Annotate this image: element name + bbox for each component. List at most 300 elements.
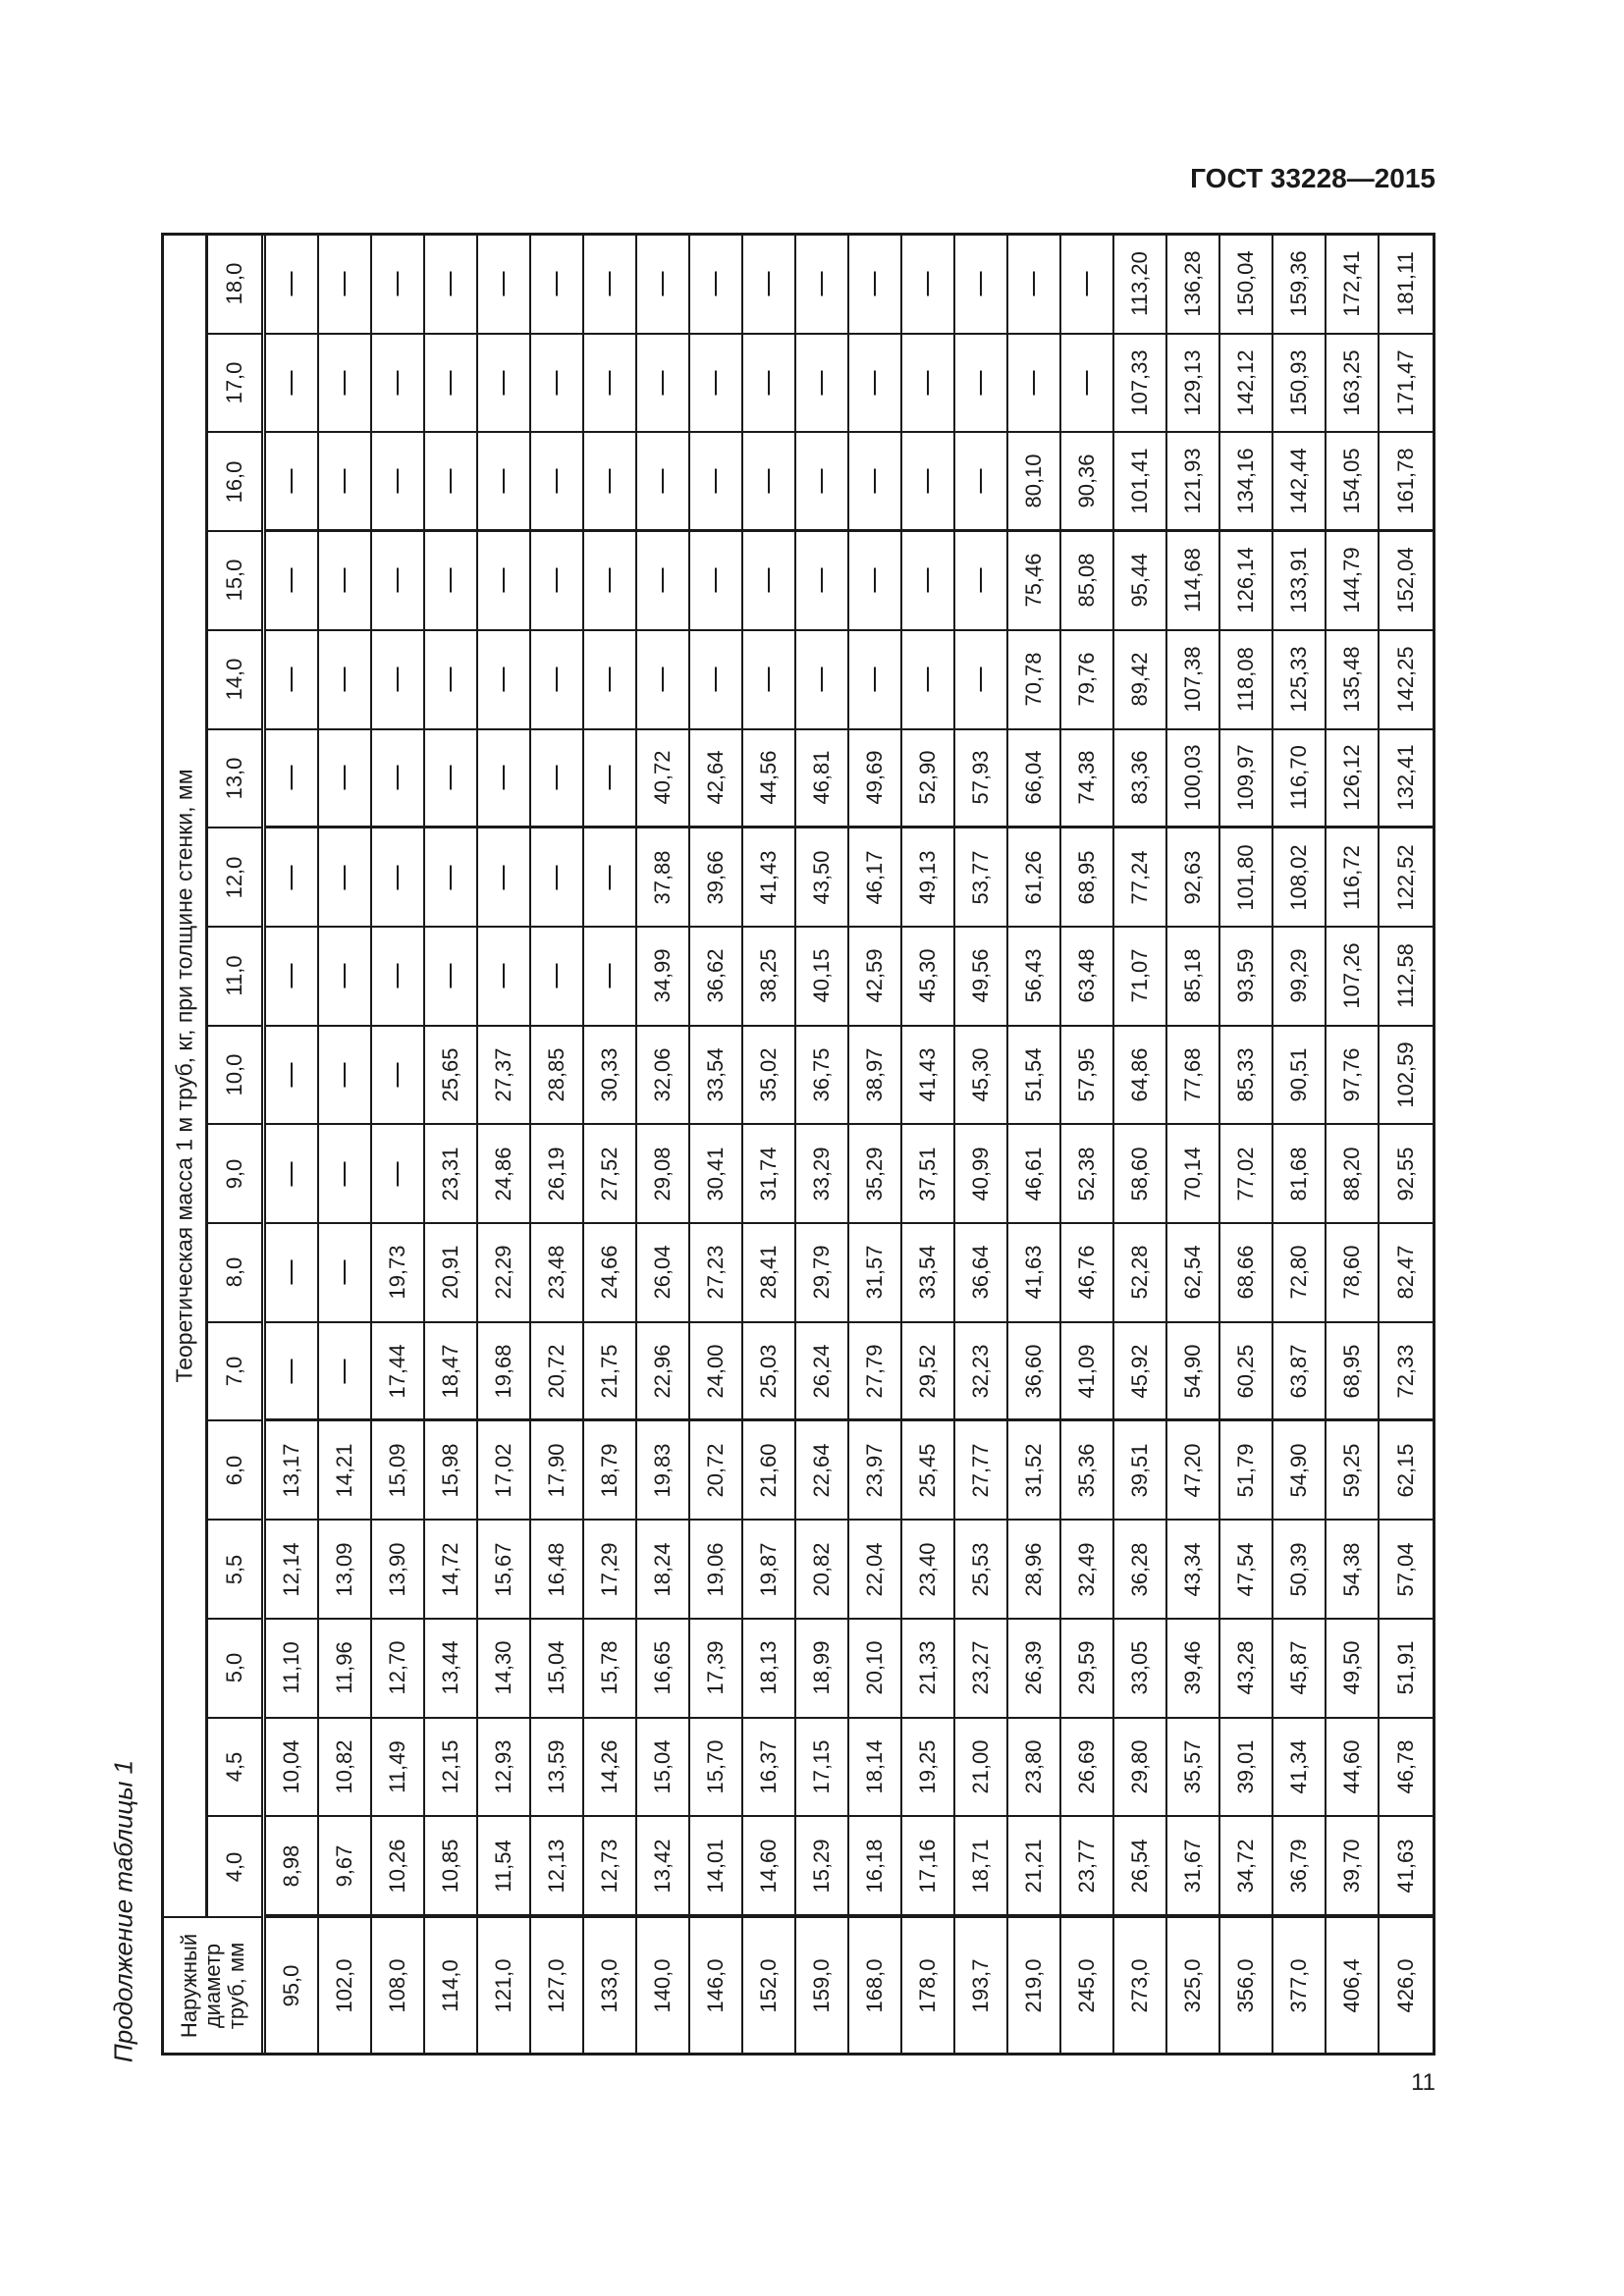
not-applicable-dash-icon	[768, 667, 770, 692]
mass-value: 31,74	[756, 1147, 781, 1201]
thickness-label: 14,0	[222, 658, 246, 701]
mass-value-cell	[637, 433, 690, 532]
mass-value-cell	[955, 1521, 1008, 1620]
mass-value-cell	[1008, 1027, 1061, 1126]
mass-value-cell	[1326, 1421, 1380, 1521]
not-applicable-dash-icon	[291, 469, 293, 494]
thickness-header-cell	[208, 730, 261, 829]
mass-value-cell	[478, 1521, 531, 1620]
not-applicable-dash-icon	[715, 371, 717, 396]
mass-value-cell	[902, 1719, 955, 1818]
mass-value-cell	[1167, 1027, 1220, 1126]
mass-value-cell	[1220, 1719, 1273, 1818]
mass-value-cell	[1326, 1719, 1380, 1818]
mass-value: 39,66	[703, 850, 728, 905]
mass-value-cell	[1061, 1521, 1114, 1620]
mass-value: 35,57	[1180, 1739, 1205, 1794]
mass-value: 52,28	[1127, 1245, 1152, 1300]
mass-value-cell	[955, 1224, 1008, 1323]
mass-value: 19,25	[915, 1739, 940, 1794]
mass-value: 118,08	[1233, 647, 1258, 712]
not-applicable-dash-icon	[291, 1161, 293, 1186]
not-applicable-dash-icon	[927, 272, 929, 296]
mass-value-cell	[637, 236, 690, 335]
mass-value-cell	[372, 1125, 425, 1224]
mass-value-cell	[796, 1224, 849, 1323]
mass-value-cell	[743, 730, 796, 829]
not-applicable-dash-icon	[397, 667, 399, 692]
not-applicable-dash-icon	[609, 766, 611, 790]
mass-value: 63,48	[1074, 948, 1099, 1003]
mass-value: 62,15	[1393, 1443, 1418, 1498]
mass-value: 36,75	[809, 1047, 834, 1102]
mass-value-cell	[266, 828, 319, 928]
mass-value-cell	[1008, 1620, 1061, 1719]
mass-value: 12,93	[491, 1739, 515, 1794]
mass-value: 125,33	[1286, 646, 1311, 713]
mass-value-cell	[1326, 828, 1380, 928]
thickness-header-cell	[208, 828, 261, 928]
mass-value: 44,60	[1339, 1739, 1364, 1794]
mass-value-cell	[372, 1224, 425, 1323]
mass-value: 42,64	[703, 750, 728, 805]
thickness-header-cell	[208, 532, 261, 631]
mass-value-cell	[1380, 928, 1433, 1027]
mass-value-cell	[372, 433, 425, 532]
mass-value-cell	[849, 1719, 902, 1818]
mass-value-cell	[584, 433, 637, 532]
mass-value-cell	[1326, 1521, 1380, 1620]
mass-value: 44,56	[756, 750, 781, 805]
mass-value: 22,64	[809, 1443, 834, 1498]
mass-value-cell	[531, 1027, 584, 1126]
mass-value-cell	[425, 1224, 478, 1323]
thickness-label: 7,0	[222, 1356, 246, 1387]
mass-value-cell	[690, 236, 743, 335]
mass-value-cell	[1380, 730, 1433, 829]
mass-value-cell	[849, 236, 902, 335]
mass-value-cell	[902, 730, 955, 829]
mass-value-cell	[1273, 1620, 1326, 1719]
mass-value-cell	[1008, 928, 1061, 1027]
mass-value-cell	[743, 1521, 796, 1620]
mass-value: 33,29	[809, 1147, 834, 1201]
mass-value-cell	[372, 1421, 425, 1521]
not-applicable-dash-icon	[662, 568, 664, 593]
not-applicable-dash-icon	[768, 469, 770, 494]
not-applicable-dash-icon	[980, 272, 982, 296]
mass-value: 40,15	[809, 948, 834, 1003]
thickness-header-cell	[208, 335, 261, 434]
mass-value-cell	[584, 828, 637, 928]
mass-value: 15,09	[385, 1443, 409, 1498]
diameter-cell	[425, 1916, 478, 2053]
diameter-value: 406,4	[1339, 1957, 1364, 2013]
mass-value: 23,31	[438, 1147, 462, 1201]
span-header-text: Теоретическая масса 1 м труб, кг, при толщине стенки, мм	[171, 769, 197, 1383]
thickness-label: 13,0	[222, 757, 246, 800]
mass-value: 20,72	[544, 1344, 568, 1399]
mass-value-cell	[690, 1521, 743, 1620]
mass-value: 23,48	[544, 1245, 568, 1300]
mass-value: 92,63	[1180, 850, 1205, 905]
mass-value-cell	[319, 1027, 372, 1126]
diameter-cell	[319, 1916, 372, 2053]
mass-value-cell	[266, 1027, 319, 1126]
thickness-header-cell	[208, 433, 261, 532]
mass-value-cell	[743, 928, 796, 1027]
mass-value-cell	[319, 1817, 372, 1916]
mass-value-cell	[584, 730, 637, 829]
mass-value-cell	[796, 1421, 849, 1521]
thickness-label: 9,0	[222, 1158, 246, 1189]
mass-value: 20,10	[862, 1640, 887, 1695]
mass-value-cell	[1114, 631, 1167, 730]
mass-value-cell	[1220, 730, 1273, 829]
mass-value: 46,78	[1393, 1739, 1418, 1794]
not-applicable-dash-icon	[1086, 272, 1088, 296]
mass-value: 21,60	[756, 1443, 781, 1498]
diameter-value: 178,0	[915, 1957, 940, 2013]
diameter-cell	[796, 1916, 849, 2053]
mass-value-cell	[1061, 1323, 1114, 1422]
mass-value-cell	[266, 1125, 319, 1224]
mass-value-cell	[743, 1125, 796, 1224]
mass-value-cell	[1114, 236, 1167, 335]
mass-value-cell	[902, 1817, 955, 1916]
mass-value-cell	[1061, 1224, 1114, 1323]
mass-value-cell	[372, 828, 425, 928]
mass-value: 102,59	[1393, 1041, 1418, 1108]
mass-value: 35,02	[756, 1047, 781, 1102]
mass-value-cell	[1008, 631, 1061, 730]
mass-value-cell	[1061, 1125, 1114, 1224]
mass-value-cell	[1273, 1421, 1326, 1521]
mass-value: 18,71	[968, 1839, 993, 1894]
mass-value-cell	[796, 631, 849, 730]
thickness-header-cell	[208, 1027, 261, 1126]
mass-value-cell	[955, 1125, 1008, 1224]
mass-value-cell	[796, 828, 849, 928]
mass-value: 93,59	[1233, 948, 1258, 1003]
mass-value-cell	[743, 236, 796, 335]
mass-value-cell	[690, 1421, 743, 1521]
not-applicable-dash-icon	[397, 1161, 399, 1186]
thickness-label: 17,0	[222, 361, 246, 404]
not-applicable-dash-icon	[344, 1062, 346, 1087]
not-applicable-dash-icon	[874, 568, 876, 593]
mass-value-cell	[1273, 1027, 1326, 1126]
not-applicable-dash-icon	[291, 766, 293, 790]
mass-value: 35,36	[1074, 1443, 1099, 1498]
mass-value: 40,72	[650, 750, 675, 805]
mass-value-cell	[584, 1521, 637, 1620]
mass-value-cell	[1167, 828, 1220, 928]
mass-value: 54,38	[1339, 1541, 1364, 1597]
mass-value-cell	[1326, 1323, 1380, 1422]
mass-value-cell	[743, 828, 796, 928]
mass-value-cell	[372, 1027, 425, 1126]
mass-value: 85,33	[1233, 1047, 1258, 1102]
mass-value: 60,25	[1233, 1344, 1258, 1399]
not-applicable-dash-icon	[397, 964, 399, 988]
mass-value-cell	[902, 1421, 955, 1521]
mass-value-cell	[1061, 236, 1114, 335]
mass-value: 46,17	[862, 850, 887, 905]
mass-value-cell	[584, 1224, 637, 1323]
mass-value-cell	[1220, 1027, 1273, 1126]
mass-value: 38,25	[756, 948, 781, 1003]
mass-value-cell	[1167, 532, 1220, 631]
mass-value: 24,86	[491, 1147, 515, 1201]
mass-value: 57,95	[1074, 1047, 1099, 1102]
not-applicable-dash-icon	[662, 371, 664, 396]
mass-value-cell	[1114, 828, 1167, 928]
mass-value-cell	[1326, 433, 1380, 532]
mass-value-cell	[319, 236, 372, 335]
mass-value-cell	[849, 1323, 902, 1422]
mass-value-cell	[266, 236, 319, 335]
diameter-value: 426,0	[1393, 1957, 1418, 2013]
mass-value: 51,91	[1393, 1640, 1418, 1695]
mass-value-cell	[902, 1620, 955, 1719]
not-applicable-dash-icon	[503, 272, 505, 296]
mass-value-cell	[1114, 433, 1167, 532]
mass-value-cell	[1380, 236, 1433, 335]
mass-value: 32,49	[1074, 1541, 1099, 1597]
mass-value: 108,02	[1286, 843, 1311, 911]
not-applicable-dash-icon	[291, 964, 293, 988]
mass-value: 49,56	[968, 948, 993, 1003]
mass-value: 39,70	[1339, 1839, 1364, 1894]
not-applicable-dash-icon	[927, 469, 929, 494]
mass-value-cell	[1114, 1323, 1167, 1422]
not-applicable-dash-icon	[609, 469, 611, 494]
mass-value: 19,83	[650, 1443, 675, 1498]
diameter-value: 127,0	[544, 1957, 568, 2013]
mass-value-cell	[1273, 828, 1326, 928]
mass-value: 17,15	[809, 1739, 834, 1794]
not-applicable-dash-icon	[503, 469, 505, 494]
mass-value: 90,51	[1286, 1047, 1311, 1102]
mass-value: 41,63	[1021, 1245, 1046, 1300]
not-applicable-dash-icon	[344, 766, 346, 790]
mass-value: 54,90	[1180, 1344, 1205, 1399]
mass-value-cell	[849, 928, 902, 1027]
mass-value: 33,54	[703, 1047, 728, 1102]
mass-value-cell	[849, 631, 902, 730]
mass-value-cell	[1326, 1224, 1380, 1323]
mass-value-cell	[531, 1620, 584, 1719]
mass-value-cell	[478, 828, 531, 928]
mass-value: 10,82	[332, 1739, 356, 1794]
not-applicable-dash-icon	[715, 272, 717, 296]
mass-value-cell	[849, 828, 902, 928]
mass-value: 31,67	[1180, 1839, 1205, 1894]
mass-value-cell	[849, 335, 902, 434]
mass-value: 23,40	[915, 1541, 940, 1597]
mass-value: 95,44	[1127, 553, 1152, 608]
mass-value-cell	[743, 1027, 796, 1126]
mass-value: 70,78	[1021, 652, 1046, 707]
mass-value-cell	[266, 532, 319, 631]
mass-value-cell	[955, 532, 1008, 631]
mass-value-cell	[531, 828, 584, 928]
mass-value-cell	[1326, 631, 1380, 730]
mass-value: 30,33	[597, 1047, 622, 1102]
mass-value: 72,33	[1393, 1344, 1418, 1399]
mass-value-cell	[1273, 532, 1326, 631]
mass-value: 28,96	[1021, 1541, 1046, 1597]
not-applicable-dash-icon	[344, 1161, 346, 1186]
mass-value: 101,41	[1127, 448, 1152, 514]
not-applicable-dash-icon	[397, 272, 399, 296]
mass-value-cell	[425, 1817, 478, 1916]
mass-value: 121,93	[1180, 448, 1205, 514]
mass-value: 41,43	[915, 1047, 940, 1102]
mass-value-cell	[902, 631, 955, 730]
mass-value: 36,28	[1127, 1541, 1152, 1597]
mass-value-cell	[319, 631, 372, 730]
mass-value: 47,20	[1180, 1443, 1205, 1498]
mass-value: 19,87	[756, 1541, 781, 1597]
mass-value-cell	[1061, 532, 1114, 631]
mass-value-cell	[531, 1224, 584, 1323]
mass-value-cell	[1008, 1323, 1061, 1422]
mass-value: 163,25	[1339, 349, 1364, 416]
mass-value: 27,23	[703, 1245, 728, 1300]
mass-value-cell	[478, 730, 531, 829]
mass-value-cell	[425, 433, 478, 532]
mass-value: 83,36	[1127, 750, 1152, 805]
mass-value: 63,87	[1286, 1344, 1311, 1399]
mass-value-cell	[1380, 532, 1433, 631]
mass-value: 41,09	[1074, 1344, 1099, 1399]
mass-value-cell	[319, 928, 372, 1027]
mass-value: 144,79	[1339, 547, 1364, 614]
mass-value: 14,30	[491, 1640, 515, 1695]
thickness-label: 4,0	[222, 1851, 246, 1882]
thickness-header-cell	[208, 1719, 261, 1818]
diameter-value: 140,0	[650, 1957, 675, 2013]
mass-value-cell	[1167, 236, 1220, 335]
mass-value-cell	[531, 532, 584, 631]
not-applicable-dash-icon	[980, 371, 982, 396]
mass-value: 18,79	[597, 1443, 622, 1498]
not-applicable-dash-icon	[503, 766, 505, 790]
mass-value-cell	[955, 928, 1008, 1027]
mass-value: 122,52	[1393, 843, 1418, 911]
mass-value-cell	[1326, 532, 1380, 631]
not-applicable-dash-icon	[662, 667, 664, 692]
mass-value-cell	[1220, 828, 1273, 928]
mass-value-cell	[955, 1027, 1008, 1126]
mass-value-cell	[584, 1125, 637, 1224]
mass-value-cell	[1326, 730, 1380, 829]
mass-value: 30,41	[703, 1147, 728, 1201]
mass-value-cell	[690, 1224, 743, 1323]
thickness-header-cell	[208, 1620, 261, 1719]
mass-value-cell	[531, 1521, 584, 1620]
mass-value: 24,66	[597, 1245, 622, 1300]
mass-value-cell	[1114, 335, 1167, 434]
mass-value-cell	[478, 1125, 531, 1224]
diameter-value: 146,0	[703, 1957, 728, 2013]
mass-value: 12,14	[279, 1541, 303, 1597]
mass-value: 34,72	[1233, 1839, 1258, 1894]
mass-value-cell	[266, 1421, 319, 1521]
mass-value-cell	[796, 1125, 849, 1224]
mass-value-cell	[1008, 1719, 1061, 1818]
mass-value: 51,54	[1021, 1047, 1046, 1102]
pipe-mass-table	[161, 233, 1435, 2056]
mass-value-cell	[372, 236, 425, 335]
mass-value-cell	[1380, 828, 1433, 928]
diameter-value: 152,0	[756, 1957, 781, 2013]
mass-value: 9,67	[332, 1844, 356, 1888]
diameter-cell	[1008, 1916, 1061, 2053]
mass-value: 100,03	[1180, 744, 1205, 812]
mass-value: 51,79	[1233, 1443, 1258, 1498]
not-applicable-dash-icon	[344, 1359, 346, 1383]
mass-value-cell	[425, 1421, 478, 1521]
mass-value: 10,04	[279, 1739, 303, 1794]
mass-value-cell	[690, 730, 743, 829]
mass-value: 12,13	[544, 1839, 568, 1894]
mass-value-cell	[1167, 1421, 1220, 1521]
mass-value-cell	[955, 236, 1008, 335]
mass-value-cell	[372, 730, 425, 829]
mass-value-cell	[1220, 335, 1273, 434]
mass-value: 97,76	[1339, 1047, 1364, 1102]
mass-value-cell	[319, 828, 372, 928]
mass-value-cell	[425, 1719, 478, 1818]
mass-value-cell	[372, 631, 425, 730]
mass-value: 75,46	[1021, 553, 1046, 608]
mass-value-cell	[637, 1521, 690, 1620]
mass-value: 13,90	[385, 1541, 409, 1597]
mass-value-cell	[1167, 1224, 1220, 1323]
mass-value: 45,30	[968, 1047, 993, 1102]
mass-value: 89,42	[1127, 652, 1152, 707]
mass-value-cell	[1008, 828, 1061, 928]
mass-value-cell	[1114, 1027, 1167, 1126]
not-applicable-dash-icon	[344, 865, 346, 889]
mass-value: 74,38	[1074, 750, 1099, 805]
thickness-label: 18,0	[222, 262, 246, 305]
mass-value: 17,02	[491, 1443, 515, 1498]
mass-value-cell	[319, 1719, 372, 1818]
mass-value-cell	[849, 730, 902, 829]
mass-value: 154,05	[1339, 448, 1364, 514]
mass-value: 142,44	[1286, 448, 1311, 514]
mass-value: 62,54	[1180, 1245, 1205, 1300]
mass-value-cell	[1114, 1421, 1167, 1521]
diameter-cell	[1061, 1916, 1114, 2053]
mass-value-cell	[1220, 236, 1273, 335]
mass-value-cell	[425, 1620, 478, 1719]
mass-value-cell	[372, 1817, 425, 1916]
diameter-cell	[1380, 1916, 1433, 2053]
mass-value: 80,10	[1021, 454, 1046, 508]
mass-value-cell	[796, 1521, 849, 1620]
not-applicable-dash-icon	[503, 667, 505, 692]
not-applicable-dash-icon	[980, 667, 982, 692]
mass-value: 8,98	[279, 1844, 303, 1888]
not-applicable-dash-icon	[291, 568, 293, 593]
diameter-value: 121,0	[491, 1957, 515, 2013]
mass-value: 49,50	[1339, 1640, 1364, 1695]
